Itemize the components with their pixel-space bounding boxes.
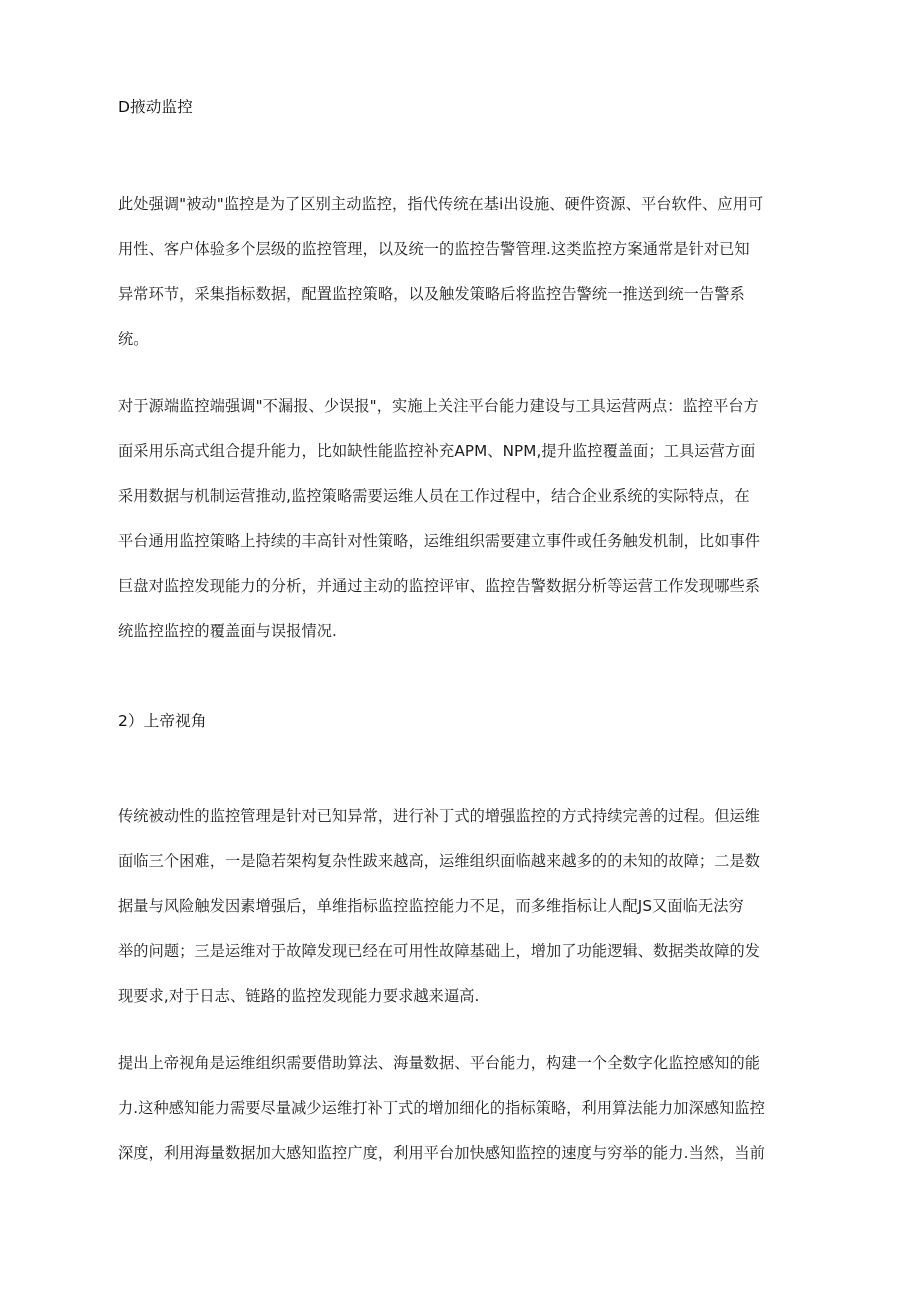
text-line: 统。: [118, 330, 149, 348]
text-line: 面采用乐高式组合提升能力，比如缺性能监控补充APM、NPM,提升监控覆盖面；工具运营方面: [118, 442, 756, 460]
text-line: 对于源端监控端强调"不漏报、少误报"，实施上关注平台能力建设与工具运营两点：监控平台方: [118, 397, 759, 415]
text-line: 统监控监控的覆盖面与误报情况.: [118, 622, 337, 640]
text-line: 面临三个困难，一是隐若架构复杂性跋来越高，运维组织面临越来越多的的未知的故障；二是数: [118, 852, 761, 870]
text-line: 传统被动性的监控管理是针对已知异常，进行补丁式的增强监控的方式持续完善的过程。但运维: [118, 807, 761, 825]
paragraph-god-1: [118, 794, 808, 1019]
text-line: 巨盘对监控发现能力的分析，并通过主动的监控评审、监控告警数据分析等运营工作发现哪些系: [118, 577, 761, 595]
text-line: 现要求,对于日志、链路的监控发现能力要求越来逼高.: [118, 987, 480, 1005]
text-line: 用性、客户体验多个层级的监控管理，以及统一的监控告警管理.这类监控方案通常是针对已知: [118, 240, 750, 258]
text-line: 提出上帝视角是运维组织需要借助算法、海量数据、平台能力，构建一个全数字化监控感知的能: [118, 1054, 761, 1072]
text-line: 异常环节，采集指标数据，配置监控策略，以及触发策略后将监控告警统一推送到统一告警系: [118, 285, 745, 303]
text-line: 此处强调"被动"监控是为了区别主动监控，指代传统在基i出设施、硬件资源、平台软件、应用可: [118, 195, 764, 213]
text-line: 深度，利用海量数据加大感知监控广度，利用平台加快感知监控的速度与穷举的能力.当然，当前: [118, 1144, 766, 1162]
paragraph-passive-1: [118, 182, 808, 362]
paragraph-god-2: [118, 1041, 808, 1176]
text-line: 力.这种感知能力需要尽量减少运维打补丁式的增加细化的指标策略，利用算法能力加深感知监控: [118, 1099, 766, 1117]
text-line: 采用数据与机制运营推动,监控策略需要运维人员在工作过程中，结合企业系统的实际特点，在: [118, 487, 750, 505]
text-line: 举的问题；三是运维对于故障发现已经在可用性故障基础上，增加了功能逻辑、数据类故障的发: [118, 942, 761, 960]
section-heading-passive-monitoring: D掖动监控: [118, 98, 193, 116]
document-content: [118, 96, 808, 1176]
text-line: 平台通用监控策略上持续的丰高针对性策略，运维组织需要建立事件或任务触发机制，比如事件: [118, 532, 761, 550]
paragraph-passive-2: [118, 384, 808, 654]
text-line: 据量与风险触发因素增强后，单维指标监控监控能力不足，而多维指标让人配JS又面临无法穷: [118, 897, 744, 915]
section-heading-god-view: 2）上帝视角: [118, 712, 207, 730]
